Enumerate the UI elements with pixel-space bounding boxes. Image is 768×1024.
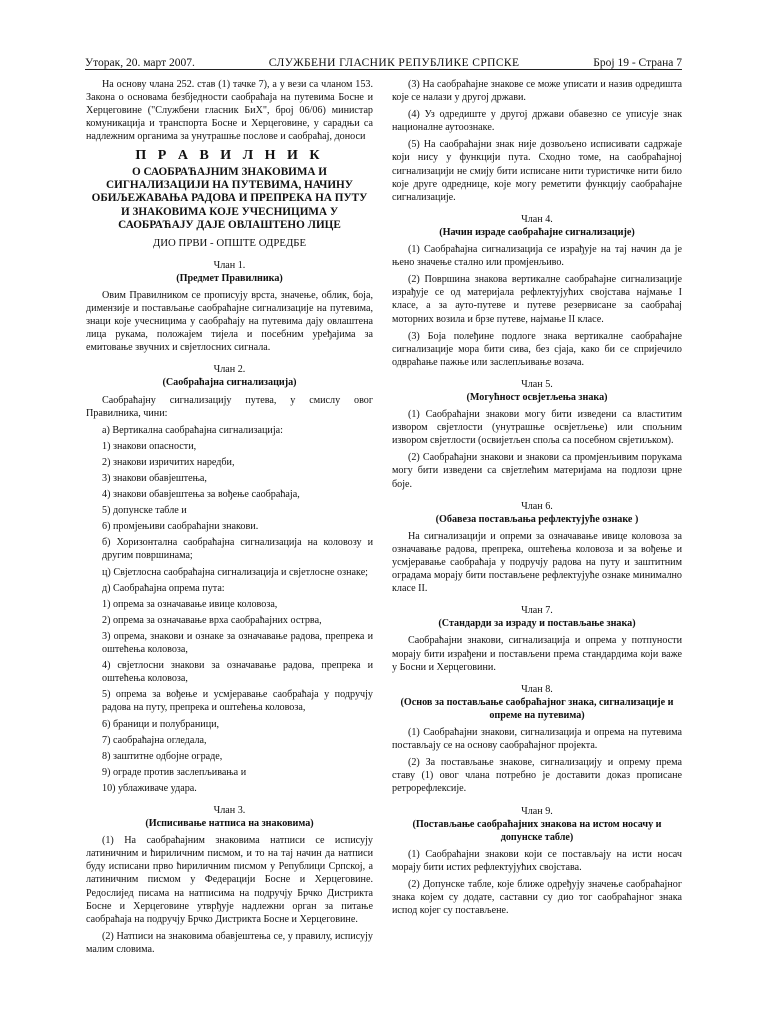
article-8-heading: (Основ за постављање саобраћајног знака, сигнализације и опреме на путевима) <box>400 696 674 721</box>
article-3-paragraph-5: (5) На саобраћајни знак није дозвољено исписивати садржаје који нису у функцији пута. Сходно томе, на саобраћајној сигнализацији не смију бити исписане нити туристичке нити било које друге одреднице, које могу реметити функцију саобраћајне сигнализације. <box>392 139 682 203</box>
article-2-heading: (Саобраћајна сигнализација) <box>162 377 297 389</box>
article-6-heading: (Обавеза постављања рефлектујуће ознаке ) <box>435 513 639 525</box>
article-8-paragraph-2: (2) За постављање знакове, сигнализацију и опрему према ставу (1) овог члана потребно је доставити доказ прописане ретрорефлексије. <box>392 757 682 795</box>
article-4-paragraph-3: (3) Боја полеђине подлоге знака вертикалне саобраћајне сигнализације мора бити сива, без сјаја, како би се спријечило одвраћање пажње или заслепљивање возача. <box>392 330 682 368</box>
article-3-paragraph-2: (2) Натписи на знаковима обавјештења се, у правилу, исписују малим словима. <box>86 930 373 955</box>
right-column <box>392 78 682 921</box>
article-1-heading: (Предмет Правилника) <box>176 272 283 284</box>
article-5-paragraph-1: (1) Саобраћајни знакови могу бити изведени са властитим извором свјетлости (унутрашње освјетљење) или спољним извором свјетлости (освијетљен споља са посебном свјетиљком). <box>392 409 682 447</box>
document-subtitle: О САОБРАЋАЈНИМ ЗНАКОВИМА И СИГНАЛИЗАЦИЈИ НА ПУТЕВИМА, НАЧИНУ ОБИЉЕЖАВАЊА РАДОВА И ПРЕПРЕКА НА ПУТУ И ЗНАКОВИМА КОЈЕ УЧЕСНИЦИМА У САОБРАЋАЈУ ДАЈЕ ОВЛАШТЕНО ЛИЦЕ <box>91 165 368 232</box>
article-8-number: Члан 8. <box>521 683 553 695</box>
list-item: 3) опрема, знакови и ознаке за означавање радова, препрека и оштећења коловоза, <box>102 630 373 656</box>
article-2-number: Члан 2. <box>213 364 246 376</box>
article-5-heading: (Могућност освјетљења знака) <box>466 391 608 403</box>
list-item: 3) знакови обавјештења, <box>102 473 207 484</box>
header-date: Уторак, 20. март 2007. <box>85 57 195 69</box>
list-item: 7) саобраћајна огледала, <box>102 734 207 746</box>
article-9-heading: (Постављање саобраћајних знакова на истом носачу и допунске табле) <box>412 818 662 843</box>
list-item: 1) знакови опасности, <box>102 440 197 452</box>
article-4-paragraph-2: (2) Површина знакова вертикалне саобраћајне сигнализације израђује се од материјала рефлектујућих својстава најмање I класе, а за ауто-путеве и путеве резервисане за саобраћај моторних возила и брзе путеве, најмање II класе. <box>392 274 682 325</box>
article-7-paragraph: Саобраћајни знакови, сигнализација и опрема у потпуности морају бити израђени и постављени према стандардима који важе у Босни и Херцеговини. <box>392 635 682 673</box>
list-item: ц) Свјетлосна саобраћајна сигнализација и свјетлосне ознаке; <box>102 566 368 578</box>
list-item: 8) заштитне одбојне ограде, <box>102 750 223 762</box>
article-6-paragraph: На сигнализацији и опреми за означавање ивице коловоза за означавање радова, препрека, оштећења коловоза и за вођење и усмјеравање саобраћаја у подручју радова на путу и заштитним оградама морају бити постављене рефлектујуће ознаке минимално класе II. <box>392 530 682 595</box>
article-7-number: Члан 7. <box>521 605 553 617</box>
list-item: д) Саобраћајна опрема пута: <box>102 582 225 594</box>
left-column <box>86 78 373 960</box>
list-item: 2) знакови изричитих наредби, <box>102 456 235 468</box>
article-5-paragraph-2: (2) Саобраћајни знакови и знакови са промјенљивим порукама могу бити изведени са свјетлећим материјама на подлози црне боје. <box>392 452 682 490</box>
list-item: 6) браници и полубраници, <box>102 718 220 730</box>
list-item: 9) ограде против заслепљивања и <box>102 766 247 778</box>
document-title: П Р А В И Л Н И К <box>135 148 324 164</box>
header-page-number: Број 19 - Страна 7 <box>593 57 682 69</box>
header-publication: СЛУЖБЕНИ ГЛАСНИК РЕПУБЛИКЕ СРПСКЕ <box>268 57 520 69</box>
header-rule <box>85 69 682 70</box>
list-item: 10) ублаживаче удара. <box>102 782 197 794</box>
article-7-heading: (Стандарди за израду и постављање знака) <box>438 618 636 630</box>
article-3-number: Члан 3. <box>213 804 246 816</box>
article-9-paragraph-1: (1) Саобраћајни знакови који се постављају на исти носач морају бити истих рефлектујућих својстава. <box>392 848 682 873</box>
article-3-heading: (Исписивање натписа на знаковима) <box>145 818 314 830</box>
list-item: 4) свјетлосни знакови за означавање радова, препрека и оштећења коловоза, <box>102 660 373 685</box>
list-item: 5) опрема за вођење и усмјеравање саобраћаја у подручју радова на путу, препрека и оштећења коловоза, <box>102 689 373 714</box>
article-8-paragraph-1: (1) Саобраћајни знакови, сигнализација и опрема на путевима постављају се на основу саобраћајног пројекта. <box>392 727 682 752</box>
list-item: б) Хоризонтална саобраћајна сигнализација на коловозу и другим површинама; <box>102 537 373 562</box>
article-6-number: Члан 6. <box>521 500 553 512</box>
list-item: а) Вертикална саобраћајна сигнализација: <box>102 424 283 436</box>
article-1-paragraph: Овим Правилником се прописују врста, значење, облик, боја, димензије и постављање саобраћајне сигнализације на путевима, знаци које учесницима у саобраћају на путевима дају овлаштена лица рукама, положајем тијела и посебним уређајима за емитовање звучних и свјетлосних сигнала. <box>86 289 373 354</box>
page-header <box>85 51 682 69</box>
article-5-number: Члан 5. <box>521 378 553 390</box>
list-item: 1) опрема за означавање ивице коловоза, <box>102 598 278 610</box>
article-9-paragraph-2: (2) Допунске табле, које ближе одређују значење саобраћајног знака којем су додате, саставни су дио тог саобраћајног знака испод којег су постављене. <box>392 878 682 917</box>
part-title: ДИО ПРВИ - ОПШТЕ ОДРЕДБЕ <box>152 236 307 249</box>
article-3-paragraph-1: (1) На саобраћајним знаковима натписи се исписују латиничним и ћириличним писмом, и то на тај начин да натписи буду исписани прво ћириличним писмом у Републици Српској, а латиничним писмом у Федерацији Босне и Херцеговине. Редослијед писама на натписима на подручју Брчко Дистрикта Босне и Херцеговине утврђује надлежни орган за питање саобраћаја на подручју Брчко Дистрикта Босне и Херцеговине. <box>86 835 373 925</box>
list-item: 6) промјењиви саобраћајни знакови. <box>102 521 259 533</box>
article-4-paragraph-1: (1) Саобраћајна сигнализација се израђује на тај начин да је њено значење стално или промјенљиво. <box>392 244 682 269</box>
article-1-number: Члан 1. <box>213 259 246 271</box>
article-2-paragraph: Саобраћајну сигнализацију путева, у смислу овог Правилника, чини: <box>86 394 373 419</box>
article-4-number: Члан 4. <box>521 213 553 225</box>
list-item: 5) допунске табле и <box>102 505 187 517</box>
article-4-heading: (Начин израде саобраћајне сигнализације) <box>439 226 635 238</box>
article-9-number: Члан 9. <box>521 805 553 817</box>
list-item: 4) знакови обавјештења за вођење саобраћаја, <box>102 489 300 501</box>
article-3-paragraph-3: (3) На саобраћајне знакове се може уписати и назив одредишта које се налази у другој држави. <box>392 79 682 104</box>
preamble: На основу члана 252. став (1) тачке 7), а у вези са чланом 153. Закона о основама безбједности саобраћаја на путевима Босне и Херцеговине ("Службени гласник БиХ", број 06/06) министар комуникација и транспорта Босне и Херцеговине, у сарадњи са надлежним органима за унутрашње послове и саобраћај, доноси <box>86 79 373 143</box>
article-3-paragraph-4: (4) Уз одредиште у другој држави обавезно се уписује знак националне аутоознаке. <box>392 109 682 134</box>
list-item: 2) опрема за означавање врха саобраћајних острва, <box>102 614 322 626</box>
